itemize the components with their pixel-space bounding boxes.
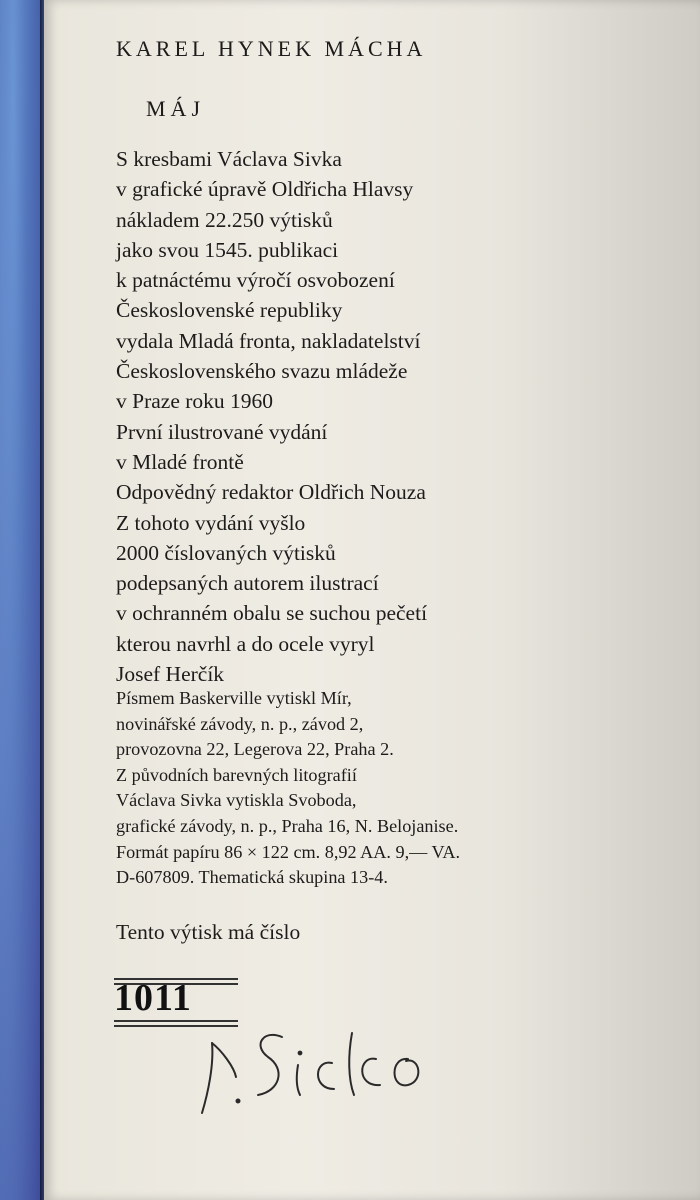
imprint-line: Václava Sivka vytiskla Svoboda, [116, 790, 357, 811]
colophon-line: v Praze roku 1960 [116, 389, 274, 414]
colophon-line: podepsaných autorem ilustrací [116, 571, 379, 596]
colophon-line: Z tohoto vydání vyšlo [116, 510, 306, 535]
printer-imprint [116, 686, 460, 891]
imprint-line: grafické závody, n. p., Praha 16, N. Belojanise. [116, 815, 459, 836]
colophon-line: Josef Herčík [116, 662, 225, 687]
colophon-line: v ochranném obalu se suchou pečetí [116, 601, 428, 626]
colophon-line: Odpovědný redaktor Oldřich Nouza [116, 480, 426, 505]
colophon-line: vydala Mladá fronta, nakladatelství [116, 328, 421, 353]
colophon-line: Československé republiky [116, 298, 343, 323]
colophon-line: Československého svazu mládeže [116, 359, 408, 384]
colophon-line: v grafické úpravě Oldřicha Hlavsy [116, 177, 414, 202]
colophon-line: kterou navrhl a do ocele vyryl [116, 631, 375, 656]
book-title: MÁJ [146, 96, 206, 121]
colophon-line: První ilustrované vydání [116, 419, 328, 444]
imprint-line: novinářské závody, n. p., závod 2, [116, 713, 364, 734]
colophon-line: k patnáctému výročí osvobození [116, 268, 395, 293]
colophon-line: v Mladé frontě [116, 449, 244, 474]
imprint-line: Písmem Baskerville vytiskl Mír, [116, 688, 352, 708]
colophon-line: 2000 číslovaných výtisků [116, 540, 336, 565]
colophon-line: nákladem 22.250 výtisků [116, 207, 333, 232]
imprint-line: Formát papíru 86 × 122 cm. 8,92 AA. 9,— VA. [116, 841, 461, 862]
colophon-line: jako svou 1545. publikaci [116, 237, 339, 262]
colophon-line: S kresbami Václava Sivka [116, 147, 342, 171]
copy-number-label: Tento výtisk má číslo [116, 920, 301, 944]
author-name: KAREL HYNEK MÁCHA [116, 36, 427, 61]
imprint-line: D-607809. Thematická skupina 13-4. [116, 867, 388, 888]
copy-number: 1011 [114, 977, 192, 1019]
imprint-line: provozovna 22, Legerova 22, Praha 2. [116, 739, 394, 760]
imprint-line: Z původních barevných litografií [116, 764, 357, 785]
marbled-endpaper [0, 0, 44, 1200]
colophon-page [44, 0, 700, 1200]
illustrator-signature [194, 1015, 474, 1125]
colophon-text [116, 144, 427, 689]
